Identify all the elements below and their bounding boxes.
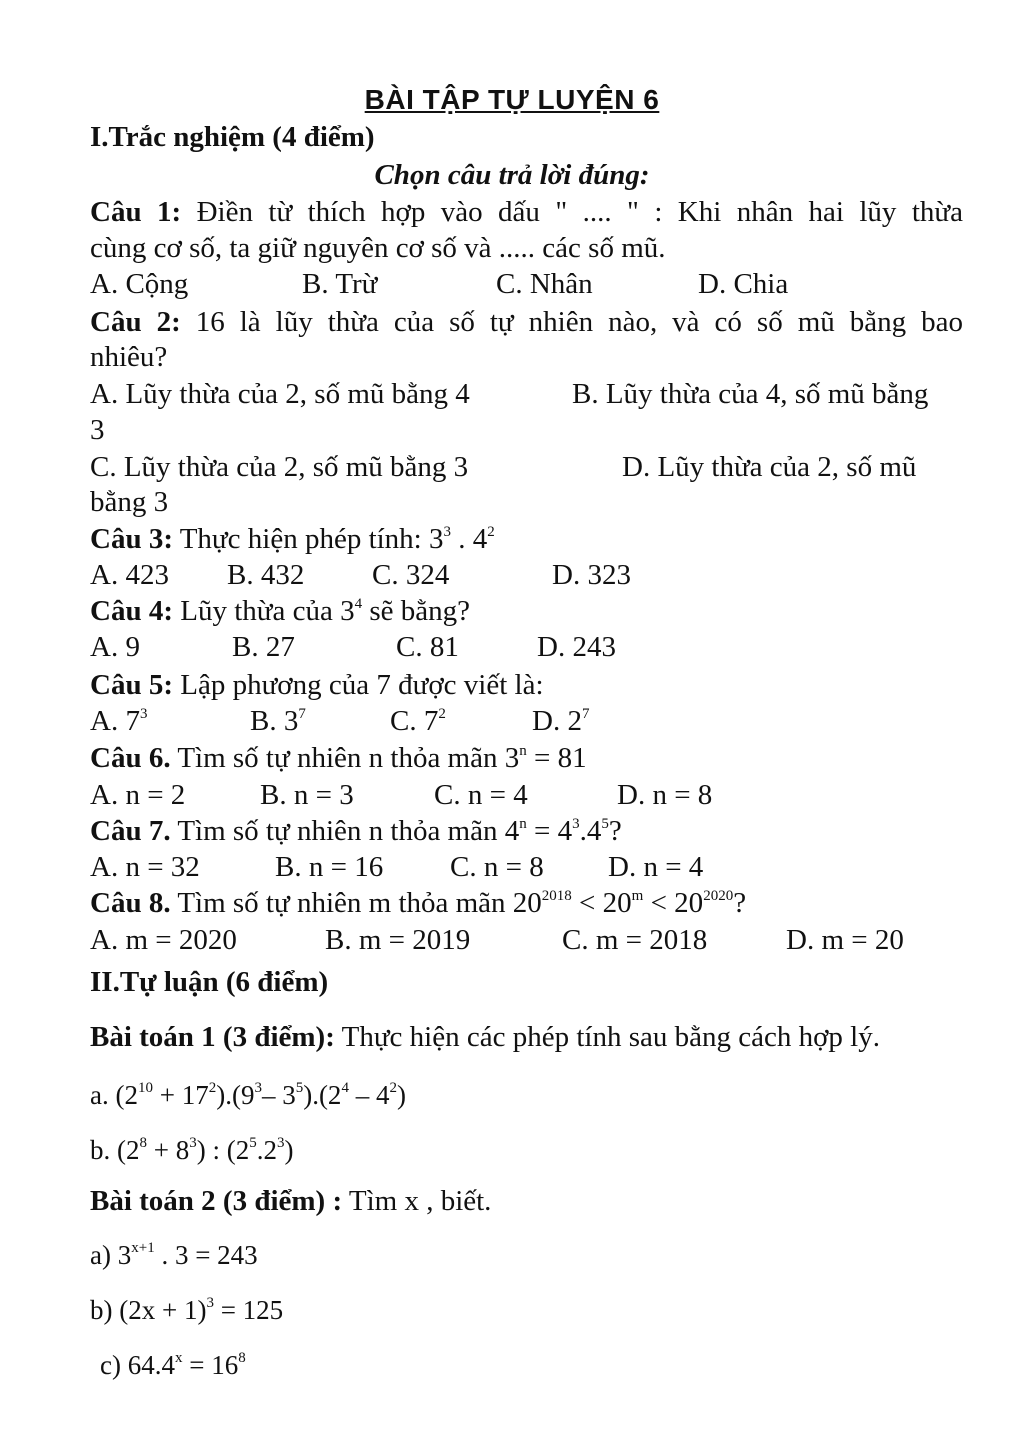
q1-option-b: B. Trừ: [302, 268, 378, 300]
q2-option-a: A. Lũy thừa của 2, số mũ bằng 4: [90, 378, 470, 410]
q3-base2: 4: [472, 523, 488, 555]
q5-option-d: [532, 704, 589, 738]
instruction: Chọn câu trả lời đúng:: [374, 159, 650, 191]
p1-text: Thực hiện các phép tính sau bằng cách hợp lý.: [341, 1021, 880, 1053]
q3-base1: 3: [429, 523, 444, 555]
q8-base1: 20: [512, 887, 542, 919]
q4-pre: Lũy thừa của: [180, 595, 333, 627]
q3-sep: .: [451, 523, 473, 555]
p1a-t3: ).(9: [216, 1080, 255, 1110]
q8-inequality: [513, 887, 746, 919]
part1-heading: I.Trắc nghiệm (4 điểm): [90, 121, 375, 153]
p1b-t3: ) : (2: [196, 1135, 250, 1165]
p1a-e5: 4: [341, 1080, 349, 1096]
q8-exp2: m: [631, 888, 644, 904]
q7-text: Tìm số tự nhiên n thỏa mãn: [177, 815, 498, 847]
p2c-t2: = 16: [182, 1350, 239, 1380]
q6-option-b: B. n = 3: [260, 779, 354, 811]
q5-option-a: [90, 704, 147, 738]
p1b-e2: 3: [189, 1135, 197, 1151]
q2-text2: nhiêu?: [90, 341, 168, 373]
q2-line1: [90, 305, 963, 339]
q7-mid: = 4: [526, 815, 573, 847]
p1b-e4: 3: [276, 1135, 285, 1151]
q8-option-d: D. m = 20: [786, 924, 904, 956]
p2-line: [90, 1184, 491, 1218]
q5-line: [90, 668, 544, 702]
q6-text: Tìm số tự nhiên n thỏa mãn: [177, 742, 498, 774]
q2-option-b: B. Lũy thừa của 4, số mũ bằng: [572, 378, 929, 410]
p1a-e6: 2: [389, 1080, 397, 1096]
p1-item-a: [90, 1078, 406, 1112]
p1a-t7: ): [396, 1080, 406, 1110]
q4-label: Câu 4:: [90, 595, 173, 627]
q6-option-d: D. n = 8: [617, 779, 713, 811]
p2-item-a: [90, 1238, 258, 1272]
q2-option-d-cont: bằng 3: [90, 486, 169, 518]
q5-b-prefix: B.: [250, 705, 277, 737]
q6-base: 3: [504, 742, 520, 774]
q6-exp: n: [519, 743, 527, 759]
q4-option-d: D. 243: [537, 631, 616, 663]
p1a-e1: 10: [137, 1080, 153, 1096]
p1a-t4: – 3: [261, 1080, 296, 1110]
q7-exp3: 5: [601, 816, 609, 832]
p2-label: Bài toán 2 (3 điểm) :: [90, 1185, 343, 1217]
q6-label: Câu 6.: [90, 742, 171, 774]
q8-option-b: B. m = 2019: [325, 924, 471, 956]
p2c-e2: 8: [238, 1350, 246, 1366]
q1-option-d: D. Chia: [698, 268, 789, 300]
p1b-t4: .2: [256, 1135, 277, 1165]
p1b-t5: ): [284, 1135, 294, 1165]
q3-option-b: B. 432: [227, 559, 305, 591]
q5-option-c: [390, 704, 446, 738]
q5-a-prefix: A.: [90, 705, 119, 737]
q3-label: Câu 3:: [90, 523, 173, 555]
q7-exp2: 3: [572, 816, 580, 832]
q4-post: sẽ bằng?: [369, 595, 470, 627]
q6-rhs: = 81: [526, 742, 587, 774]
q7-option-d: D. n = 4: [608, 851, 704, 883]
q5-d-exp: 7: [581, 706, 590, 722]
p2-text: Tìm x , biết.: [348, 1185, 492, 1217]
q3-text: Thực hiện phép tính:: [179, 523, 422, 555]
q1-text2: cùng cơ số, ta giữ nguyên cơ số và ..... các số mũ.: [90, 232, 666, 264]
q5-a-exp: 3: [139, 706, 148, 722]
p1a-t1: a. (2: [90, 1080, 138, 1110]
p1b-e1: 8: [139, 1135, 147, 1151]
q8-option-c: C. m = 2018: [562, 924, 708, 956]
q1-text1: Điền từ thích hợp vào dấu " .... " : Khi nhân hai lũy thừa: [196, 196, 964, 228]
p2a-e1: x+1: [131, 1240, 155, 1256]
q8-exp1: 2018: [541, 888, 572, 904]
part2-heading: II.Tự luận (6 điểm): [90, 966, 329, 998]
q7-base1: 4: [504, 815, 520, 847]
q3-option-a: A. 423: [90, 559, 169, 591]
q4-option-a: A. 9: [90, 631, 140, 663]
q7-label: Câu 7.: [90, 815, 171, 847]
q7-mid2: .4: [579, 815, 602, 847]
p2-item-c: [100, 1348, 246, 1382]
p1-line: [90, 1020, 880, 1054]
p2b-t2: = 125: [213, 1295, 284, 1325]
q2-text1: 16 là lũy thừa của số tự nhiên nào, và có số mũ bằng bao: [195, 306, 963, 338]
q4-option-b: B. 27: [232, 631, 295, 663]
page-title: BÀI TẬP TỰ LUYỆN 6: [364, 84, 660, 115]
q8-option-a: A. m = 2020: [90, 924, 237, 956]
p2b-t1: b) (2x + 1): [90, 1295, 207, 1325]
q5-a-base: 7: [125, 705, 140, 737]
q2-option-d: D. Lũy thừa của 2, số mũ: [622, 451, 917, 483]
q2-label: Câu 2:: [90, 306, 181, 338]
q3-line: [90, 522, 495, 556]
p1a-t6: – 4: [348, 1080, 390, 1110]
p1-item-b: [90, 1133, 293, 1167]
p2a-t2: . 3 = 243: [154, 1240, 258, 1270]
p2-item-b: [90, 1293, 283, 1327]
q1-label: Câu 1:: [90, 196, 182, 228]
q4-exp: 4: [354, 596, 363, 612]
p1a-t5: ).(2: [303, 1080, 342, 1110]
p2b-e1: 3: [206, 1295, 214, 1311]
q8-line: [90, 886, 746, 920]
q6-line: [90, 741, 587, 775]
q8-label: Câu 8.: [90, 887, 171, 919]
q3-option-c: C. 324: [372, 559, 450, 591]
q6-option-a: A. n = 2: [90, 779, 186, 811]
q5-label: Câu 5:: [90, 669, 173, 701]
p1-label: Bài toán 1 (3 điểm):: [90, 1021, 335, 1053]
q6-option-c: C. n = 4: [434, 779, 528, 811]
q5-option-b: [250, 704, 306, 738]
q5-c-exp: 2: [438, 706, 446, 722]
p1b-t2: + 8: [147, 1135, 190, 1165]
q1-line1: [90, 195, 963, 229]
p1b-e3: 5: [249, 1135, 257, 1151]
q5-text: Lập phương của 7 được viết là:: [180, 669, 544, 701]
q2-option-b-cont: 3: [90, 414, 105, 446]
q7-line: [90, 814, 622, 848]
p1a-t2: + 17: [152, 1080, 209, 1110]
q5-c-prefix: C.: [390, 705, 417, 737]
q7-option-a: A. n = 32: [90, 851, 200, 883]
q5-b-exp: 7: [298, 706, 306, 722]
q6-equation: [505, 742, 587, 774]
q8-text: Tìm số tự nhiên m thỏa mãn: [177, 887, 506, 919]
q8-mid1: < 20: [571, 887, 632, 919]
p1b-t1: b. (2: [90, 1135, 140, 1165]
q8-end: ?: [733, 887, 747, 919]
q7-end: ?: [608, 815, 622, 847]
p1a-e4: 5: [295, 1080, 304, 1096]
p2c-e1: x: [174, 1350, 183, 1366]
q7-option-b: B. n = 16: [275, 851, 384, 883]
q1-option-a: A. Cộng: [90, 268, 189, 300]
q3-expression: [429, 523, 495, 555]
q3-option-d: D. 323: [552, 559, 631, 591]
q5-b-base: 3: [283, 705, 299, 737]
q1-option-c: C. Nhân: [496, 268, 593, 300]
p1a-e3: 3: [254, 1080, 262, 1096]
q4-line: [90, 594, 470, 628]
p2c-t1: c) 64.4: [100, 1350, 175, 1380]
q7-exp1: n: [519, 816, 527, 832]
p1a-e2: 2: [208, 1080, 217, 1096]
q7-equation: [505, 815, 622, 847]
q3-exp1: 3: [443, 524, 451, 540]
q3-exp2: 2: [487, 524, 495, 540]
q7-option-c: C. n = 8: [450, 851, 544, 883]
q4-base: 3: [340, 595, 355, 627]
q8-exp3: 2020: [703, 888, 734, 904]
q5-d-base: 2: [567, 705, 582, 737]
q4-option-c: C. 81: [396, 631, 459, 663]
q8-mid2: < 20: [643, 887, 704, 919]
q4-power: [340, 595, 362, 627]
q5-c-base: 7: [423, 705, 439, 737]
q5-d-prefix: D.: [532, 705, 561, 737]
p2a-t1: a) 3: [90, 1240, 132, 1270]
q2-option-c: C. Lũy thừa của 2, số mũ bằng 3: [90, 451, 469, 483]
